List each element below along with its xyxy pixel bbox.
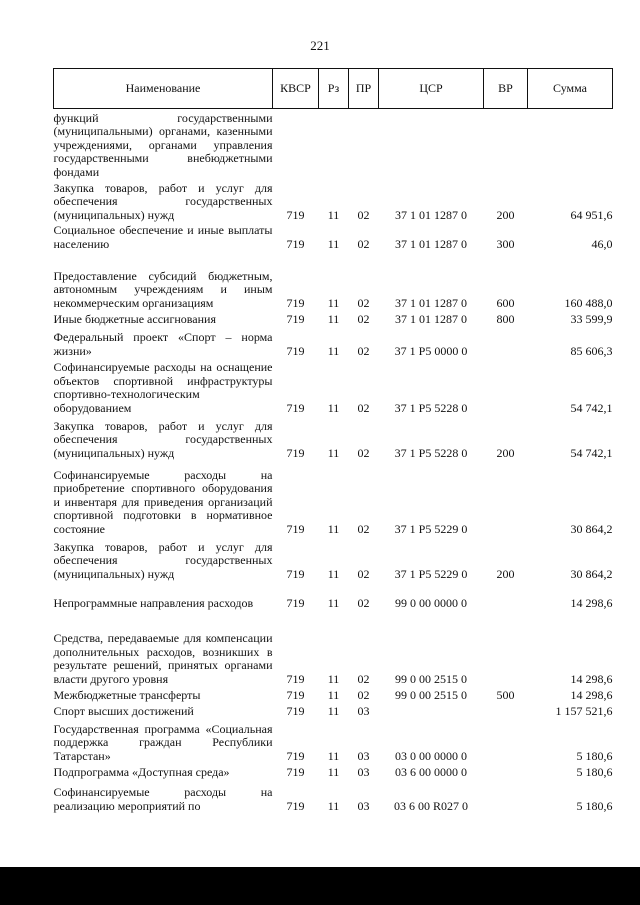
row-kvsr: 719 [286,207,305,222]
row-pr: 03 [357,764,370,779]
row-sum: 5 180,6 [576,764,613,779]
row-vr [484,359,528,416]
row-rz: 11 [327,687,340,702]
table-row [54,327,613,359]
row-rz: 11 [327,566,340,581]
table-header-row [54,69,613,109]
row-sum: 30 864,2 [570,521,613,536]
row-rz: 11 [327,521,340,536]
row-sum: 5 180,6 [576,798,613,813]
row-rz: 11 [327,748,340,763]
row-rz: 11 [327,703,340,718]
row-kvsr: 719 [286,295,305,310]
table-row [54,223,613,252]
row-kvsr [273,109,319,180]
row-sum: 33 599,9 [570,311,613,326]
row-sum: 46,0 [591,236,613,251]
row-name: Подпрограмма «Доступная среда» [53,764,230,779]
row-csr: 99 0 00 2515 0 [395,687,467,702]
row-csr: 37 1 01 1287 0 [395,236,467,251]
row-rz [319,109,349,180]
row-rz: 11 [327,400,340,415]
row-rz: 11 [327,671,340,686]
row-vr: 200 [496,207,515,222]
row-name: Закупка товаров, работ и услуг для обеспечения государственных (муниципальных) нужд [53,180,273,222]
table-row [54,611,613,687]
budget-table [53,68,613,814]
row-name: Спорт высших достижений [53,703,194,718]
row-csr: 03 6 00 0000 0 [395,764,467,779]
row-pr: 03 [357,748,370,763]
row-pr: 02 [357,400,370,415]
row-kvsr: 719 [286,595,305,610]
row-kvsr: 719 [286,748,305,763]
row-kvsr: 719 [286,521,305,536]
row-pr: 02 [357,207,370,222]
row-sum: 5 180,6 [576,748,613,763]
row-vr: 800 [496,311,515,326]
row-name: функций государственными (муниципальными) органами, казенными учреждениями, органами управления государственными внебюджетными фондами [53,110,273,179]
row-rz: 11 [327,798,340,813]
table-row [54,780,613,814]
row-kvsr: 719 [286,343,305,358]
row-kvsr: 719 [286,703,305,718]
row-kvsr: 719 [286,671,305,686]
row-kvsr: 719 [286,236,305,251]
table-row [54,537,613,582]
row-pr: 03 [357,703,370,718]
row-rz: 11 [327,207,340,222]
row-name: Закупка товаров, работ и услуг для обеспечения государственных (муниципальных) нужд [53,539,273,581]
row-sum: 30 864,2 [570,566,613,581]
row-name: Межбюджетные трансферты [53,687,201,702]
row-rz: 11 [327,595,340,610]
row-sum: 14 298,6 [570,595,613,610]
row-rz: 11 [327,445,340,460]
table-row [54,416,613,461]
row-vr [484,764,528,780]
header-kvsr: КВСР [273,69,319,109]
row-vr [484,582,528,611]
row-rz: 11 [327,295,340,310]
row-rz: 11 [327,236,340,251]
row-vr: 300 [496,236,515,251]
row-kvsr: 719 [286,311,305,326]
row-kvsr: 719 [286,566,305,581]
row-rz: 11 [327,764,340,779]
row-pr: 02 [357,566,370,581]
row-csr: 37 1 P5 5228 0 [394,445,468,460]
row-csr: 37 1 01 1287 0 [395,207,467,222]
row-name: Софинансируемые расходы на реализацию мероприятий по [53,785,273,813]
row-sum: 1 157 521,6 [555,703,613,718]
row-name: Социальное обеспечение и иные выплаты населению [53,223,273,251]
row-rz: 11 [327,343,340,358]
row-csr [379,703,484,719]
row-csr: 37 1 P5 5229 0 [394,566,468,581]
row-pr: 02 [357,521,370,536]
row-name: Иные бюджетные ассигнования [53,311,216,326]
row-sum: 14 298,6 [570,687,613,702]
header-vr: ВР [484,69,528,109]
table-row [54,719,613,764]
row-csr: 99 0 00 2515 0 [395,671,467,686]
row-name: Непрограммные направления расходов [53,595,254,610]
table-row [54,461,613,537]
row-vr: 600 [496,295,515,310]
row-csr: 99 0 00 0000 0 [395,595,467,610]
header-sum: Сумма [528,69,613,109]
scan-bottom-edge [0,867,640,905]
row-pr: 02 [357,671,370,686]
row-name: Федеральный проект «Спорт – норма жизни» [53,330,273,358]
row-vr [484,719,528,764]
table-row [54,582,613,611]
row-vr [484,780,528,814]
row-pr: 02 [357,343,370,358]
row-pr: 02 [357,445,370,460]
row-pr: 02 [357,295,370,310]
table-row [54,311,613,327]
table-row [54,703,613,719]
page-number: 221 [310,38,330,53]
row-vr [484,461,528,537]
row-sum: 14 298,6 [570,671,613,686]
row-rz: 11 [327,311,340,326]
row-name: Софинансируемые расходы на приобретение спортивного оборудования и инвентаря для приведения организаций спортивной подготовки в нормативное состояние [53,467,273,536]
row-kvsr: 719 [286,764,305,779]
row-sum: 54 742,1 [570,445,613,460]
row-vr: 200 [496,566,515,581]
row-sum: 160 488,0 [564,295,613,310]
header-rz: Рз [319,69,349,109]
table-row [54,359,613,416]
row-csr [379,109,484,180]
row-pr [349,109,379,180]
table-row [54,252,613,311]
row-sum: 85 606,3 [570,343,613,358]
row-csr: 03 0 00 0000 0 [395,748,467,763]
row-vr [484,611,528,687]
row-sum [528,109,613,180]
row-name: Софинансируемые расходы на оснащение объектов спортивной инфраструктуры спортивно-технологическим оборудованием [53,360,273,415]
row-sum: 54 742,1 [570,400,613,415]
row-csr: 37 1 01 1287 0 [395,295,467,310]
row-name: Государственная программа «Социальная поддержка граждан Республики Татарстан» [53,721,273,763]
header-name: Наименование [54,69,273,109]
table-row [54,764,613,780]
row-pr: 02 [357,687,370,702]
row-pr: 03 [357,798,370,813]
table-row [54,180,613,223]
row-sum: 64 951,6 [570,207,613,222]
row-vr: 200 [496,445,515,460]
table-row [54,109,613,180]
row-csr: 37 1 P5 5229 0 [394,521,468,536]
row-vr [484,703,528,719]
row-csr: 37 1 P5 5228 0 [394,400,468,415]
row-name: Предоставление субсидий бюджетным, автономным учреждениям и иным некоммерческим организациям [53,268,273,310]
table-row [54,687,613,703]
row-csr: 37 1 P5 0000 0 [394,343,468,358]
row-name: Закупка товаров, работ и услуг для обеспечения государственных (муниципальных) нужд [53,418,273,460]
row-pr: 02 [357,236,370,251]
row-vr [484,327,528,359]
header-csr: ЦСР [379,69,484,109]
header-pr: ПР [349,69,379,109]
row-csr: 03 6 00 R027 0 [393,798,468,813]
row-kvsr: 719 [286,687,305,702]
row-pr: 02 [357,311,370,326]
row-kvsr: 719 [286,798,305,813]
row-csr: 37 1 01 1287 0 [395,311,467,326]
row-kvsr: 719 [286,445,305,460]
row-name: Средства, передаваемые для компенсации дополнительных расходов, возникших в результате решений, принятых органами власти другого уровня [53,631,273,686]
row-kvsr: 719 [286,400,305,415]
row-pr: 02 [357,595,370,610]
row-vr: 500 [496,687,515,702]
row-vr [484,109,528,180]
